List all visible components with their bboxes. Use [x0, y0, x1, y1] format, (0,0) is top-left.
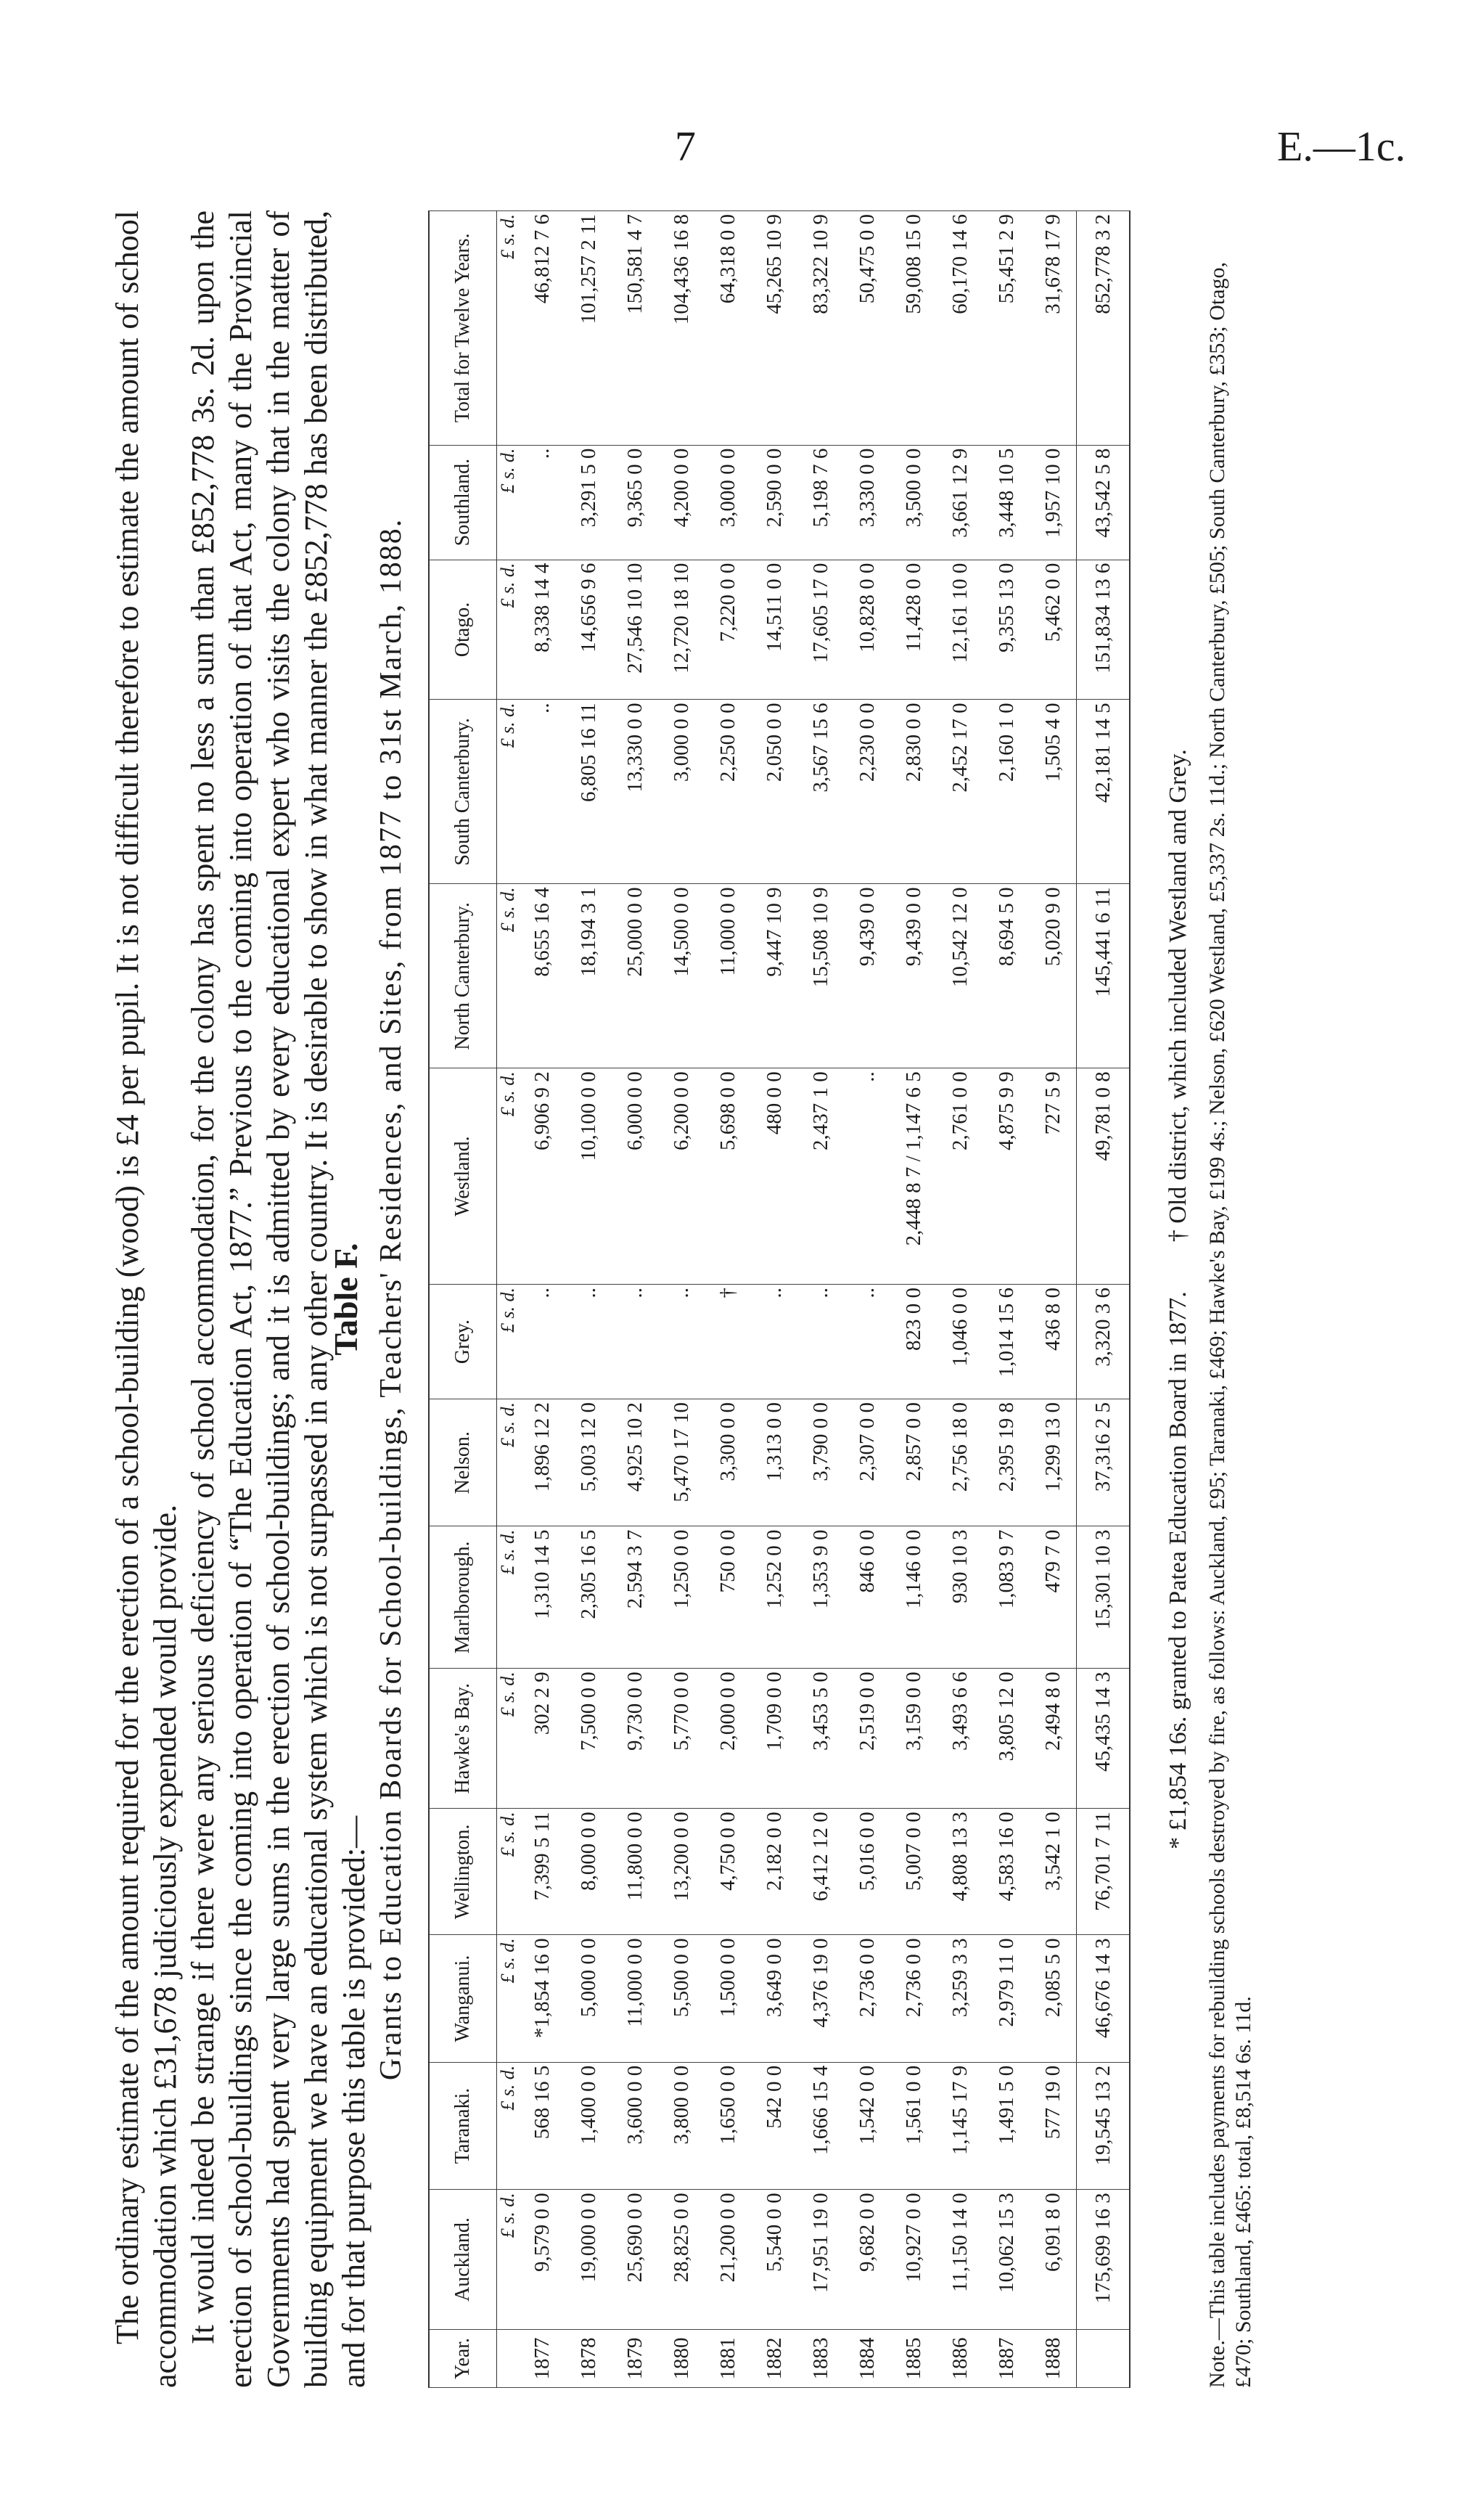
header-westland: Westland.: [429, 1068, 497, 1285]
amount-cell: 6,906 9 2: [519, 1068, 565, 1285]
unit-cell: £ s. d.: [497, 884, 520, 1068]
year-cell: 1878: [565, 2329, 612, 2387]
amount-cell: 2,305 16 5: [565, 1526, 612, 1669]
amount-cell: 1,400 0 0: [565, 2062, 612, 2189]
amount-cell: ..: [658, 1284, 705, 1399]
table-row: [565, 211, 612, 2388]
amount-cell: 12,161 10 0: [937, 560, 983, 700]
amount-cell: 577 19 0: [1030, 2062, 1077, 2189]
amount-cell: 436 8 0: [1030, 1284, 1077, 1399]
grants-table: [428, 210, 1130, 2388]
table-header-row: [429, 211, 497, 2388]
amount-cell: ..: [519, 700, 565, 884]
amount-cell: 1,957 10 0: [1030, 445, 1077, 560]
header-wanganui: Wanganui.: [429, 1935, 497, 2062]
amount-cell: 14,500 0 0: [658, 884, 705, 1068]
amount-cell: ..: [519, 1284, 565, 1399]
amount-cell: 2,250 0 0: [705, 700, 751, 884]
amount-cell: 3,000 0 0: [705, 445, 751, 560]
year-cell: 1881: [705, 2329, 751, 2387]
total-cell: 151,834 13 6: [1077, 560, 1130, 700]
amount-cell: 3,493 6 6: [937, 1669, 983, 1809]
amount-cell: ..: [565, 1284, 612, 1399]
amount-cell: 1,650 0 0: [705, 2062, 751, 2189]
table-body: [497, 211, 1130, 2388]
table-subtitle: Grants to Education Boards for School-buildings, Teachers' Residences, and Sites, from 1877 to 31st March, 1888.: [374, 518, 408, 2081]
unit-cell: £ s. d.: [497, 1935, 520, 2062]
amount-cell: 2,736 0 0: [844, 1935, 890, 2062]
year-cell: 1879: [612, 2329, 658, 2387]
amount-cell: 150,581 4 7: [612, 211, 658, 446]
amount-cell: 2,519 0 0: [844, 1669, 890, 1809]
amount-cell: 2,590 0 0: [751, 445, 797, 560]
intro-paragraph-1: The ordinary estimate of the amount required for the erection of a school-building (wood) is £4 per pupil. It is not difficult therefore to estimate the amount of school accommodation which £31,678 judiciously expended would provide.: [110, 210, 183, 2388]
amount-cell: 12,720 18 10: [658, 560, 705, 700]
amount-cell: 8,655 16 4: [519, 884, 565, 1068]
unit-cell: [497, 2329, 520, 2387]
unit-cell: £ s. d.: [497, 2190, 520, 2330]
amount-cell: 4,925 10 2: [612, 1399, 658, 1526]
amount-cell: 1,896 12 2: [519, 1399, 565, 1526]
header-year: Year.: [429, 2329, 497, 2387]
amount-cell: 4,875 9 9: [983, 1068, 1030, 1285]
amount-cell: 5,470 17 10: [658, 1399, 705, 1526]
amount-cell: 2,307 0 0: [844, 1399, 890, 1526]
total-cell: 76,701 7 11: [1077, 1809, 1130, 1935]
unit-cell: £ s. d.: [497, 211, 520, 446]
amount-cell: 11,000 0 0: [612, 1935, 658, 2062]
amount-cell: 9,579 0 0: [519, 2190, 565, 2330]
amount-cell: 1,310 14 5: [519, 1526, 565, 1669]
year-cell: 1887: [983, 2329, 1030, 2387]
footnote-star: * £1,854 16s. granted to Patea Education Board in 1877.: [1165, 1291, 1191, 1849]
intro-paragraph-2: It would indeed be strange if there were any serious deficiency of school accommodation, for the colony has spent no less a sum than £852,778 3s. 2d. upon the erection of school-buildings since the coming into operation of “The Education Act, 1877.” Previous to the coming into operation of that Act, many of the Provincial Governments had spent very large sums in the erection of school-buildings; and it is admitted by every educational expert who visits the colony that in the matter of building equipment we have an educational system which is not surpassed in any other country. It is desirable to show in what manner the £852,778 has been distributed, and for that purpose this table is provided:—: [185, 210, 372, 2388]
amount-cell: 5,003 12 0: [565, 1399, 612, 1526]
amount-cell: 1,046 0 0: [937, 1284, 983, 1399]
amount-cell: 3,291 5 0: [565, 445, 612, 560]
header-hawkes-bay: Hawke's Bay.: [429, 1669, 497, 1809]
amount-cell: 18,194 3 1: [565, 884, 612, 1068]
amount-cell: 9,730 0 0: [612, 1669, 658, 1809]
table-row: [658, 211, 705, 2388]
amount-cell: 9,682 0 0: [844, 2190, 890, 2330]
amount-cell: 5,007 0 0: [890, 1809, 937, 1935]
amount-cell: 1,146 0 0: [890, 1526, 937, 1669]
page-number: 7: [675, 123, 696, 170]
amount-cell: 5,698 0 0: [705, 1068, 751, 1285]
amount-cell: 2,756 18 0: [937, 1399, 983, 1526]
amount-cell: 9,439 0 0: [844, 884, 890, 1068]
amount-cell: 46,812 7 6: [519, 211, 565, 446]
amount-cell: 15,508 10 9: [797, 884, 844, 1068]
footnote-row: [1165, 210, 1192, 2388]
total-cell: 43,542 5 8: [1077, 445, 1130, 560]
amount-cell: 2,395 19 8: [983, 1399, 1030, 1526]
amount-cell: 64,318 0 0: [705, 211, 751, 446]
table-row: [983, 211, 1030, 2388]
amount-cell: 2,830 0 0: [890, 700, 937, 884]
amount-cell: 104,436 16 8: [658, 211, 705, 446]
amount-cell: 4,750 0 0: [705, 1809, 751, 1935]
unit-cell: £ s. d.: [497, 1399, 520, 1526]
amount-cell: 10,828 0 0: [844, 560, 890, 700]
amount-cell: 1,083 9 7: [983, 1526, 1030, 1669]
header-total: Total for Twelve Years.: [429, 211, 497, 446]
unit-cell: £ s. d.: [497, 1809, 520, 1935]
table-row: [705, 211, 751, 2388]
amount-cell: *1,854 16 0: [519, 1935, 565, 2062]
amount-cell: 3,000 0 0: [658, 700, 705, 884]
amount-cell: 2,857 0 0: [890, 1399, 937, 1526]
amount-cell: 13,200 0 0: [658, 1809, 705, 1935]
amount-cell: 3,649 0 0: [751, 1935, 797, 2062]
amount-cell: 2,448 8 7 / 1,147 6 5: [890, 1068, 937, 1285]
amount-cell: 2,494 8 0: [1030, 1669, 1077, 1809]
amount-cell: 1,299 13 0: [1030, 1399, 1077, 1526]
amount-cell: 1,505 4 0: [1030, 700, 1077, 884]
year-cell: 1882: [751, 2329, 797, 2387]
header-taranaki: Taranaki.: [429, 2062, 497, 2189]
amount-cell: 3,805 12 0: [983, 1669, 1030, 1809]
year-cell: 1883: [797, 2329, 844, 2387]
amount-cell: 11,150 14 0: [937, 2190, 983, 2330]
header-nelson: Nelson.: [429, 1399, 497, 1526]
amount-cell: 10,542 12 0: [937, 884, 983, 1068]
amount-cell: 2,050 0 0: [751, 700, 797, 884]
header-wellington: Wellington.: [429, 1809, 497, 1935]
amount-cell: 1,250 0 0: [658, 1526, 705, 1669]
unit-cell: £ s. d.: [497, 560, 520, 700]
amount-cell: 3,453 5 0: [797, 1669, 844, 1809]
amount-cell: ..: [797, 1284, 844, 1399]
amount-cell: 479 7 0: [1030, 1526, 1077, 1669]
total-cell: 42,181 14 5: [1077, 700, 1130, 884]
amount-cell: 59,008 15 0: [890, 211, 937, 446]
amount-cell: 14,511 0 0: [751, 560, 797, 700]
amount-cell: 6,805 16 11: [565, 700, 612, 884]
amount-cell: 5,500 0 0: [658, 1935, 705, 2062]
table-row: [797, 211, 844, 2388]
amount-cell: 4,200 0 0: [658, 445, 705, 560]
amount-cell: 7,220 0 0: [705, 560, 751, 700]
amount-cell: 1,252 0 0: [751, 1526, 797, 1669]
table-row: [844, 211, 890, 2388]
amount-cell: 302 2 9: [519, 1669, 565, 1809]
total-cell: [1077, 2329, 1130, 2387]
amount-cell: 1,561 0 0: [890, 2062, 937, 2189]
amount-cell: 5,540 0 0: [751, 2190, 797, 2330]
amount-cell: 19,000 0 0: [565, 2190, 612, 2330]
amount-cell: 4,583 16 0: [983, 1809, 1030, 1935]
amount-cell: 542 0 0: [751, 2062, 797, 2189]
amount-cell: 3,800 0 0: [658, 2062, 705, 2189]
amount-cell: 17,951 19 0: [797, 2190, 844, 2330]
unit-cell: £ s. d.: [497, 1284, 520, 1399]
amount-cell: 50,475 0 0: [844, 211, 890, 446]
amount-cell: 7,500 0 0: [565, 1669, 612, 1809]
header-south-canterbury: South Canterbury.: [429, 700, 497, 884]
amount-cell: 3,500 0 0: [890, 445, 937, 560]
amount-cell: 6,000 0 0: [612, 1068, 658, 1285]
amount-cell: 9,355 13 0: [983, 560, 1030, 700]
table-row: [519, 211, 565, 2388]
amount-cell: 4,376 19 0: [797, 1935, 844, 2062]
amount-cell: 6,412 12 0: [797, 1809, 844, 1935]
total-cell: 45,435 14 3: [1077, 1669, 1130, 1809]
amount-cell: 2,230 0 0: [844, 700, 890, 884]
year-cell: 1884: [844, 2329, 890, 2387]
table-title: Table F.: [327, 1243, 364, 1356]
amount-cell: 25,690 0 0: [612, 2190, 658, 2330]
total-cell: 3,320 3 6: [1077, 1284, 1130, 1399]
amount-cell: 8,000 0 0: [565, 1809, 612, 1935]
amount-cell: 2,000 0 0: [705, 1669, 751, 1809]
header-grey: Grey.: [429, 1284, 497, 1399]
header-auckland: Auckland.: [429, 2190, 497, 2330]
amount-cell: 5,462 0 0: [1030, 560, 1077, 700]
amount-cell: 2,437 1 0: [797, 1068, 844, 1285]
amount-cell: 9,439 0 0: [890, 884, 937, 1068]
amount-cell: ..: [612, 1284, 658, 1399]
amount-cell: 5,020 9 0: [1030, 884, 1077, 1068]
amount-cell: 4,808 13 3: [937, 1809, 983, 1935]
units-row: [497, 211, 520, 2388]
amount-cell: 1,145 17 9: [937, 2062, 983, 2189]
amount-cell: 2,594 3 7: [612, 1526, 658, 1669]
amount-cell: 8,338 14 4: [519, 560, 565, 700]
amount-cell: ..: [844, 1284, 890, 1399]
amount-cell: 11,000 0 0: [705, 884, 751, 1068]
table-row: [937, 211, 983, 2388]
amount-cell: 3,330 0 0: [844, 445, 890, 560]
amount-cell: 2,736 0 0: [890, 1935, 937, 2062]
amount-cell: 101,257 2 11: [565, 211, 612, 446]
amount-cell: 7,399 5 11: [519, 1809, 565, 1935]
amount-cell: 3,790 0 0: [797, 1399, 844, 1526]
unit-cell: £ s. d.: [497, 2062, 520, 2189]
amount-cell: 9,365 0 0: [612, 445, 658, 560]
footnote-dagger: † Old district, which included Westland and Grey.: [1165, 749, 1191, 1243]
amount-cell: 5,016 0 0: [844, 1809, 890, 1935]
amount-cell: 9,447 10 9: [751, 884, 797, 1068]
amount-cell: 10,927 0 0: [890, 2190, 937, 2330]
amount-cell: 60,170 14 6: [937, 211, 983, 446]
amount-cell: 3,259 3 3: [937, 1935, 983, 2062]
amount-cell: 83,322 10 9: [797, 211, 844, 446]
amount-cell: 13,330 0 0: [612, 700, 658, 884]
amount-cell: 17,605 17 0: [797, 560, 844, 700]
total-cell: 145,441 6 11: [1077, 884, 1130, 1068]
amount-cell: 45,265 10 9: [751, 211, 797, 446]
year-cell: 1880: [658, 2329, 705, 2387]
page-reference: E.—1c.: [1277, 123, 1406, 170]
amount-cell: 3,600 0 0: [612, 2062, 658, 2189]
amount-cell: 31,678 17 9: [1030, 211, 1077, 446]
amount-cell: 1,542 0 0: [844, 2062, 890, 2189]
amount-cell: 2,085 5 0: [1030, 1935, 1077, 2062]
unit-cell: £ s. d.: [497, 1669, 520, 1809]
amount-cell: 1,709 0 0: [751, 1669, 797, 1809]
total-cell: 19,545 13 2: [1077, 2062, 1130, 2189]
table-row: [612, 211, 658, 2388]
amount-cell: 10,100 0 0: [565, 1068, 612, 1285]
total-cell: 37,316 2 5: [1077, 1399, 1130, 1526]
amount-cell: 1,666 15 4: [797, 2062, 844, 2189]
unit-cell: £ s. d.: [497, 445, 520, 560]
amount-cell: 2,761 0 0: [937, 1068, 983, 1285]
header-southland: Southland.: [429, 445, 497, 560]
amount-cell: 28,825 0 0: [658, 2190, 705, 2330]
header-marlborough: Marlborough.: [429, 1526, 497, 1669]
table-note: Note.—This table includes payments for rebuilding schools destroyed by fire, as follows: Auckland, £95; Taranaki, £469; Hawke's Bay, £199 4s.; Nelson, £620 Westland, £5,337 2s. 11d.; North Canterbury, £505; South Canterbury, £353; Otago, £470; Southland, £465: total, £8,514 6s. 11d.: [1205, 261, 1255, 2388]
amount-cell: 11,800 0 0: [612, 1809, 658, 1935]
amount-cell: 11,428 0 0: [890, 560, 937, 700]
amount-cell: 568 16 5: [519, 2062, 565, 2189]
table-row: [1030, 211, 1077, 2388]
header-north-canterbury: North Canterbury.: [429, 884, 497, 1068]
amount-cell: 5,198 7 6: [797, 445, 844, 560]
amount-cell: 480 0 0: [751, 1068, 797, 1285]
amount-cell: 750 0 0: [705, 1526, 751, 1669]
total-cell: 175,699 16 3: [1077, 2190, 1130, 2330]
unit-cell: £ s. d.: [497, 1526, 520, 1669]
amount-cell: 2,979 11 0: [983, 1935, 1030, 2062]
amount-cell: 930 10 3: [937, 1526, 983, 1669]
year-cell: 1886: [937, 2329, 983, 2387]
amount-cell: 6,200 0 0: [658, 1068, 705, 1285]
amount-cell: 3,448 10 5: [983, 445, 1030, 560]
amount-cell: 8,694 5 0: [983, 884, 1030, 1068]
amount-cell: 1,491 5 0: [983, 2062, 1030, 2189]
amount-cell: 6,091 8 0: [1030, 2190, 1077, 2330]
amount-cell: 846 0 0: [844, 1526, 890, 1669]
year-cell: 1885: [890, 2329, 937, 2387]
amount-cell: 3,159 0 0: [890, 1669, 937, 1809]
amount-cell: 21,200 0 0: [705, 2190, 751, 2330]
amount-cell: 5,770 0 0: [658, 1669, 705, 1809]
amount-cell: 3,661 12 9: [937, 445, 983, 560]
year-cell: 1888: [1030, 2329, 1077, 2387]
totals-row: [1077, 211, 1130, 2388]
table-row: [890, 211, 937, 2388]
amount-cell: 14,656 9 6: [565, 560, 612, 700]
amount-cell: ..: [751, 1284, 797, 1399]
amount-cell: ..: [844, 1068, 890, 1285]
amount-cell: 1,500 0 0: [705, 1935, 751, 2062]
amount-cell: 55,451 2 9: [983, 211, 1030, 446]
amount-cell: 25,000 0 0: [612, 884, 658, 1068]
amount-cell: 3,542 1 0: [1030, 1809, 1077, 1935]
rotated-content: [109, 210, 1299, 2388]
amount-cell: 3,300 0 0: [705, 1399, 751, 1526]
year-cell: 1877: [519, 2329, 565, 2387]
unit-cell: £ s. d.: [497, 700, 520, 884]
amount-cell: 1,313 0 0: [751, 1399, 797, 1526]
amount-cell: 1,353 9 0: [797, 1526, 844, 1669]
total-cell: 49,781 0 8: [1077, 1068, 1130, 1285]
amount-cell: 1,014 15 6: [983, 1284, 1030, 1399]
total-cell: 852,778 3 2: [1077, 211, 1130, 446]
amount-cell: 823 0 0: [890, 1284, 937, 1399]
table-row: [751, 211, 797, 2388]
unit-cell: £ s. d.: [497, 1068, 520, 1285]
amount-cell: 27,546 10 10: [612, 560, 658, 700]
amount-cell: ..: [519, 445, 565, 560]
header-otago: Otago.: [429, 560, 497, 700]
total-cell: 46,676 14 3: [1077, 1935, 1130, 2062]
amount-cell: 2,160 1 0: [983, 700, 1030, 884]
total-cell: 15,301 10 3: [1077, 1526, 1130, 1669]
amount-cell: 10,062 15 3: [983, 2190, 1030, 2330]
amount-cell: †: [705, 1284, 751, 1399]
amount-cell: 5,000 0 0: [565, 1935, 612, 2062]
amount-cell: 727 5 9: [1030, 1068, 1077, 1285]
amount-cell: 2,452 17 0: [937, 700, 983, 884]
amount-cell: 2,182 0 0: [751, 1809, 797, 1935]
amount-cell: 3,567 15 6: [797, 700, 844, 884]
